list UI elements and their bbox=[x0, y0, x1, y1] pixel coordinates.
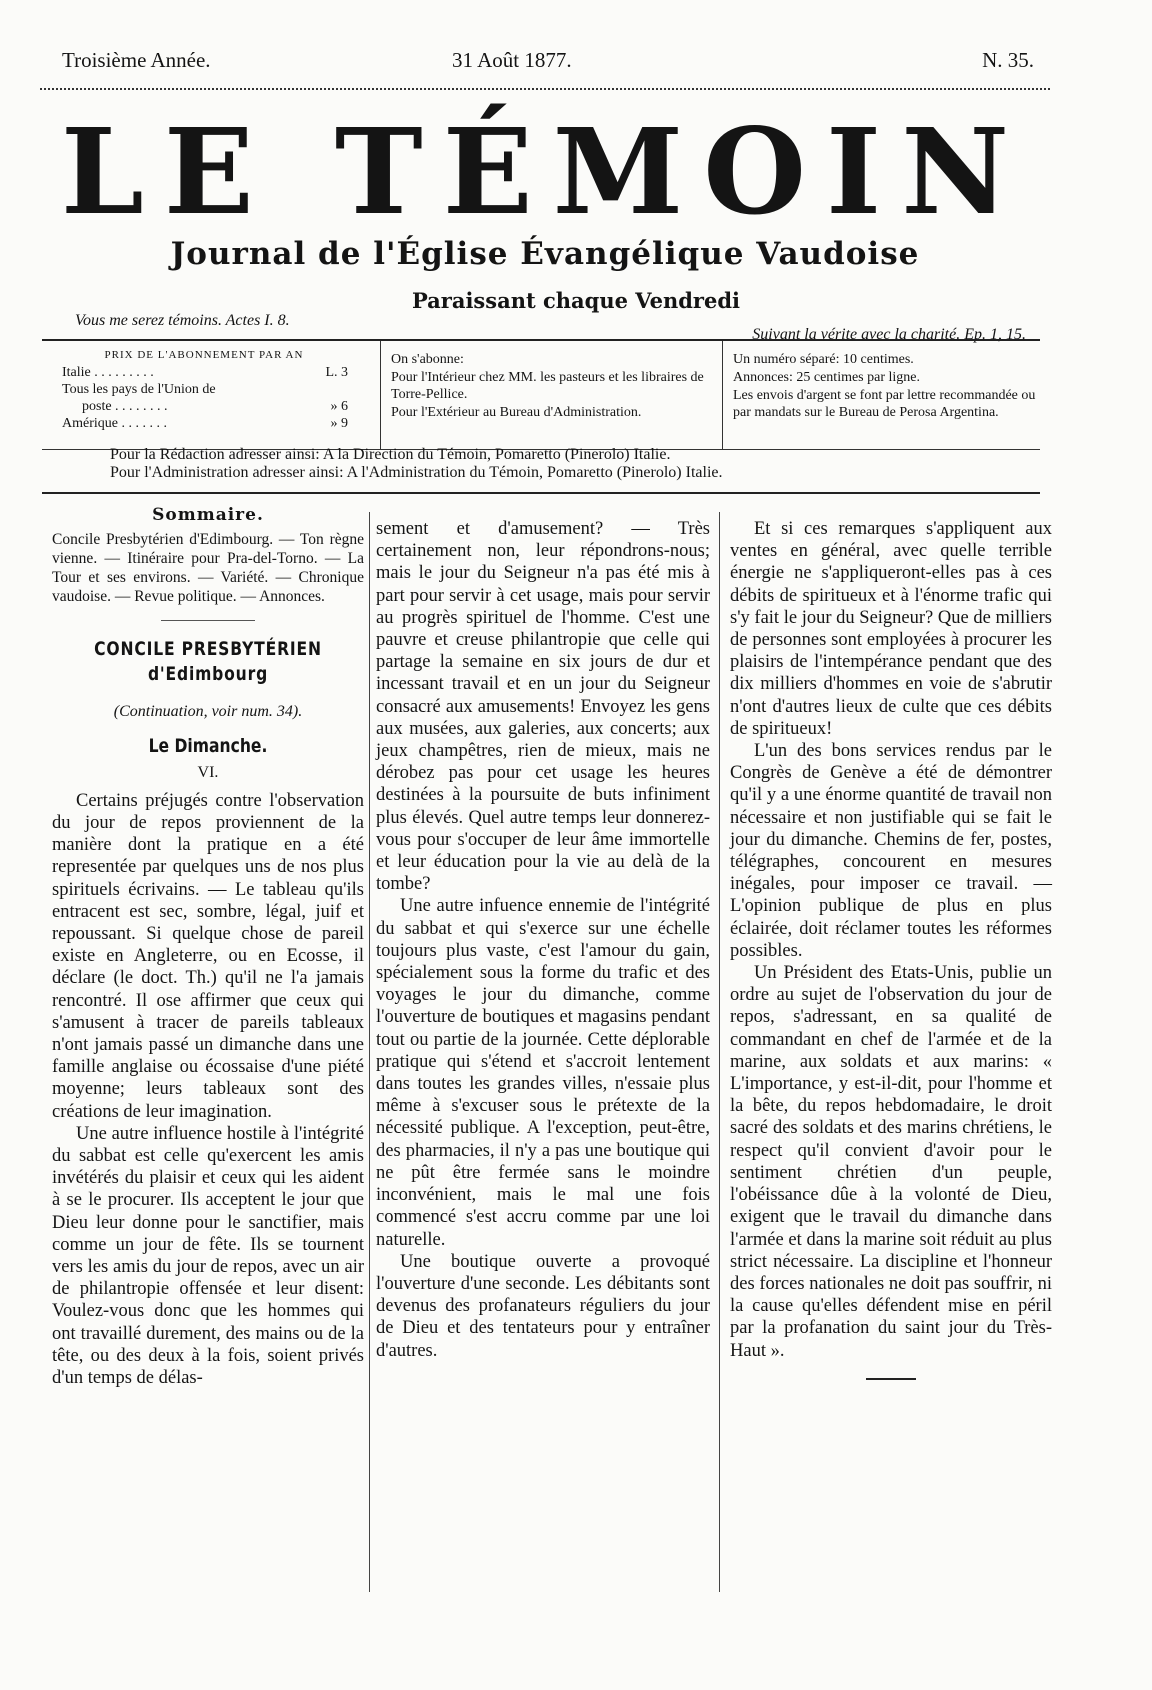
price-value: » 9 bbox=[330, 416, 348, 431]
motto-right: Suivant la vérite avec la charité. Ep. 1, 15. bbox=[752, 326, 1026, 343]
column-divider bbox=[369, 512, 370, 1592]
price-label: Tous les pays de l'Union de bbox=[62, 382, 216, 397]
section-title: Le Dimanche. bbox=[148, 735, 268, 758]
newspaper-title: LE TÉMOIN bbox=[60, 102, 1030, 241]
price-label: Amérique . . . . . . . bbox=[62, 416, 167, 431]
subscription-box bbox=[42, 339, 1040, 450]
paragraph: Une boutique ouverte a provoqué l'ouverture d'une seconde. Les débitants sont devenus des profanateurs réguliers du jour de Dieu et des tentateurs pour y entraîner d'autres. bbox=[376, 1251, 710, 1361]
where-column bbox=[380, 341, 706, 449]
price-row bbox=[46, 381, 362, 398]
price-value: » 6 bbox=[330, 399, 348, 414]
paragraph: Et si ces remarques s'appliquent aux ventes en général, avec quelle terrible énergie ne s'appliqueront-elles pas à ces débits de spiritueux et à l'énorme trafic qui s'y fait le jour du Seigneur? Que de milliers de personnes sont employées à procurer les plaisirs de l'intempérance pendant que des dix milliers d'hommes en voie de s'abrutir n'ont d'autres lieux de culte que ces débits de spiritueux! bbox=[730, 519, 1052, 739]
article-title-line: CONCILE PRESBYTÉRIEN bbox=[94, 638, 322, 661]
header-divider bbox=[40, 88, 1050, 94]
price-label: Italie . . . . . . . . . bbox=[62, 365, 154, 380]
column-2 bbox=[376, 518, 710, 1362]
article-end-rule bbox=[866, 1378, 916, 1380]
single-line: Annonces: 25 centimes par ligne. bbox=[733, 370, 921, 385]
paragraph: L'un des bons services rendus par le Congrès de Genève a été de démontrer qu'il y a une énorme quantité de travail non nécessaire et non justifiable qui se fait le jour du dimanche. Chemins de fer, postes, télégraphes, concourent en mesures inégales, pour imposer ce travail. — L'opinion publique de plus en plus éclairée, doit réclamer toutes les réformes possibles. bbox=[730, 741, 1052, 961]
address-block bbox=[110, 446, 723, 482]
price-row bbox=[46, 415, 362, 432]
publication-frequency: Paraissant chaque Vendredi bbox=[411, 288, 741, 313]
administration-address: Pour l'Administration adresser ainsi: A l'Administration du Témoin, Pomaretto (Pinerolo) Italie. bbox=[110, 464, 723, 481]
paragraph: Une autre infuence ennemie de l'intégrité du sabbat et qui s'exerce sur une échelle toujours plus vaste, c'est l'amour du gain, spécialement sous la forme du trafic et des voyages le jour du dimanche, comme l'ouverture de boutiques et magasins pendant tout ou partie de la journée. Cette déplorable pratique qui s'étend et s'accroit lentement dans toutes les grandes villes, n'essaie plus même à s'excuser sous le prétexte de la nécessité publique. A l'exception, peut-être, des pharmacies, il n'y a pas une boutique qui ne pût être fermée sans le moindre inconvénient, mais le mal une fois commencé s'est accru comme par une loi naturelle. bbox=[376, 896, 710, 1250]
article-title bbox=[80, 637, 336, 687]
column-1 bbox=[52, 500, 364, 1389]
price-column bbox=[46, 341, 362, 449]
single-line: Les envois d'argent se font par lettre recommandée ou par mandats sur le Bureau de Perosa Argentina. bbox=[733, 388, 1036, 420]
issue-date: 31 Août 1877. bbox=[452, 48, 572, 72]
column-3 bbox=[730, 518, 1052, 1380]
price-heading: PRIX DE L'ABONNEMENT PAR AN bbox=[104, 349, 304, 361]
section-number: VI. bbox=[197, 763, 219, 781]
column-divider bbox=[719, 512, 720, 1592]
where-line: Pour l'Intérieur chez MM. les pasteurs et les libraires de Torre-Pellice. bbox=[391, 370, 704, 402]
single-line: Un numéro séparé: 10 centimes. bbox=[733, 352, 914, 367]
where-line: On s'abonne: bbox=[391, 352, 464, 367]
price-label: poste . . . . . . . . bbox=[82, 399, 168, 414]
issue-year: Troisième Année. bbox=[62, 48, 211, 72]
newspaper-subtitle: Journal de l'Église Évangélique Vaudoise bbox=[170, 236, 920, 272]
summary-title: Sommaire. bbox=[152, 505, 264, 525]
summary-divider bbox=[161, 620, 255, 621]
summary-text: Concile Presbytérien d'Edimbourg. — Ton règne vienne. — Itinéraire pour Pra-del-Torno. — La Tour et ses environs. — Variété. — Chronique vaudoise. — Revue politique. — Annonces. bbox=[52, 531, 364, 606]
motto-left: Vous me serez témoins. Actes I. 8. bbox=[75, 312, 290, 329]
paragraph: Une autre influence hostile à l'intégrité du sabbat est celle qu'exercent les amis invétérés du plaisir et ceux qui les aident à se le procurer. Ils acceptent le jour que Dieu leur donne pour le sanctifier, mais comme un jour de fête. Ils se tournent vers les amis du jour de repos, avec un air de philantropie offensée et leur disent: Voulez-vous donc que les hommes qui ont travaillé durement, des mains ou de la tête, ou des deux à la fois, soient privés d'un temps de délas- bbox=[52, 1123, 364, 1389]
article-columns bbox=[0, 500, 1152, 1630]
paragraph: Certains préjugés contre l'observation du jour de repos proviennent de la manière dont la pratique en a été representée par quelques uns de nos plus spirituels écrivains. — Le tableau qu'ils entracent est sec, sombre, légal, juif et repoussant. Si quelque chose de pareil existe en Angleterre, ou en Ecosse, il déclare (le doct. Th.) qu'il ne l'a jamais rencontré. Il ose affirmer que ceux qui s'amusent à tracer de pareils tableaux n'ont jamais passé un dimanche dans une famille anglaise ou écossaise d'une piété moyenne; leurs tableaux sont des créations de leur imagination. bbox=[52, 790, 364, 1122]
paragraph: Un Président des Etats-Unis, publie un ordre au sujet de l'observation du jour de repos, s'adressant, en sa qualité de commandant en chef de l'armée et de la marine, aux soldats et aux marins: « L'importance, y est-il-dit, pour l'homme et la bête, du repos hebdomadaire, le droit sacré des soldats et des marins chrétiens, le respect qu'il convient d'avoir pour le sentiment chrétien d'un peuple, l'obéissance dûe à la volonté de Dieu, exigent que le travail du dimanche dans l'armée et dans la marine soit réduit au plus strict nécessaire. La discipline et l'honneur des forces nationales ne doit pas souffrir, ni la cause qu'elles défendent mise en péril par la profanation du saint jour du Très-Haut ». bbox=[730, 963, 1052, 1361]
price-row bbox=[46, 398, 362, 415]
article-continuation: (Continuation, voir num. 34). bbox=[113, 703, 303, 721]
single-issue-column bbox=[722, 341, 1040, 449]
where-line: Pour l'Extérieur au Bureau d'Administration. bbox=[391, 405, 642, 420]
price-value: L. 3 bbox=[325, 365, 348, 380]
article-title-line: d'Edimbourg bbox=[147, 663, 269, 686]
paragraph: sement et d'amusement? — Très certainement non, leur répondrons-nous; mais le jour du Seigneur n'a pas été mis à part pour servir à cet usage, mais pour servir au progrès spirituel de l'homme. C'est une pauvre et creuse philantropie que celle qui partage la semaine en six jours de dur et incessant travail et en un jour du Seigneur consacré aux amusements! Envoyez les gens aux musées, aux galeries, aux concerts; aux jeux champêtres, rien de mieux, mais ne dérobez pas pour cet usage les heures destinées à la poursuite de buts infiniment plus élevés. Quel autre temps leur donnerez-vous pour s'occuper de leur âme immortelle et leur éducation pour la vie au delà de la tombe? bbox=[376, 519, 710, 895]
price-row bbox=[46, 364, 362, 381]
address-divider bbox=[42, 492, 1040, 494]
redaction-address: Pour la Rédaction adresser ainsi: A la Direction du Témoin, Pomaretto (Pinerolo) Italie. bbox=[110, 446, 671, 463]
issue-header bbox=[62, 48, 1034, 86]
issue-number: N. 35. bbox=[982, 48, 1034, 72]
